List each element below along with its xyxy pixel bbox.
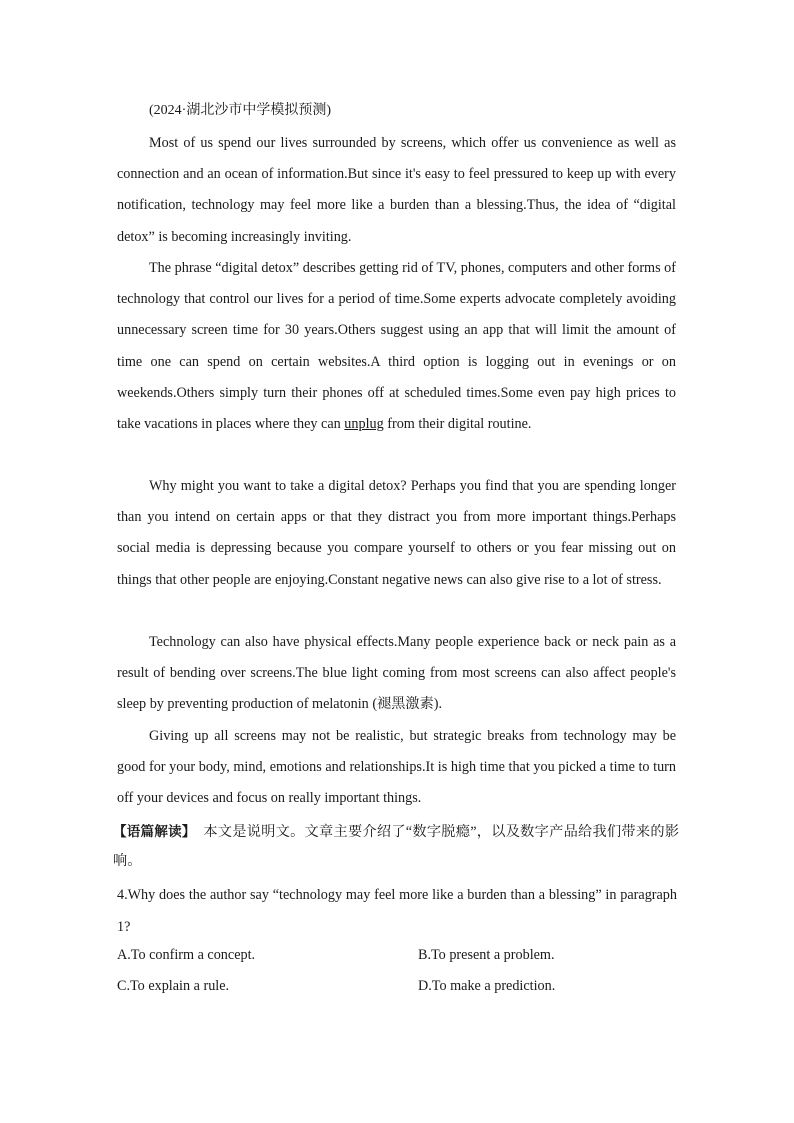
- question-stem: 4.Why does the author say “technology may feel more like a burden than a blessing” in paragraph 1?: [117, 887, 677, 935]
- underlined-word-unplug: unplug: [344, 416, 384, 433]
- passage-analysis: [113, 818, 679, 876]
- paragraph-3: Why might you want to take a digital detox? Perhaps you find that you are spending longer than you intend on certain apps or that they distract you from more important things.Perhaps social media is depressing because you compare yourself to others or you fear missing out on things that other people are enjoying.Constant negative news can also give rise to a lot of stress.: [117, 478, 676, 588]
- paragraph-4: Technology can also have physical effects.Many people experience back or neck pain as a result of bending over screens.The blue light coming from most screens can also affect people's sleep by preventing production of melatonin (褪黑激素).: [117, 634, 676, 713]
- paragraph-1: Most of us spend our lives surrounded by screens, which offer us convenience as well as connection and an ocean of information.But since it's easy to feel pressured to keep up with every notification, technology may feel more like a burden than a blessing.Thus, the idea of “digital detox” is becoming increasingly inviting.: [117, 135, 676, 245]
- source-label: (2024·湖北沙市中学模拟预测): [149, 103, 331, 118]
- option-c: C.To explain a rule.: [117, 978, 230, 994]
- paragraph-2-part-a: The phrase “digital detox” describes getting rid of TV, phones, computers and other forms of technology that control our lives for a period of time.Some experts advocate completely avoiding unnecessary screen time for 30 years.Others suggest using an app that will limit the amount of time one can spend on certain websites.A third option is logging out in evenings or on weekends.Others simply turn their phones off at scheduled times.Some even pay high prices to take vacations in places where they can: [117, 260, 676, 433]
- paragraph-2-part-b: from their digital routine.: [383, 416, 532, 433]
- option-a: A.To confirm a concept.: [117, 947, 256, 963]
- option-d: D.To make a prediction.: [418, 978, 556, 994]
- analysis-tag: 【语篇解读】: [113, 824, 196, 840]
- paragraph-5: Giving up all screens may not be realistic, but strategic breaks from technology may be good for your body, mind, emotions and relationships.It is high time that you picked a time to turn off your devices and focus on really important things.: [117, 728, 676, 807]
- analysis-text: 本文是说明文。文章主要介绍了“数字脱瘾”，以及数字产品给我们带来的影响。: [113, 824, 680, 869]
- paragraph-2: [117, 253, 676, 440]
- option-b: B.To present a problem.: [418, 947, 555, 963]
